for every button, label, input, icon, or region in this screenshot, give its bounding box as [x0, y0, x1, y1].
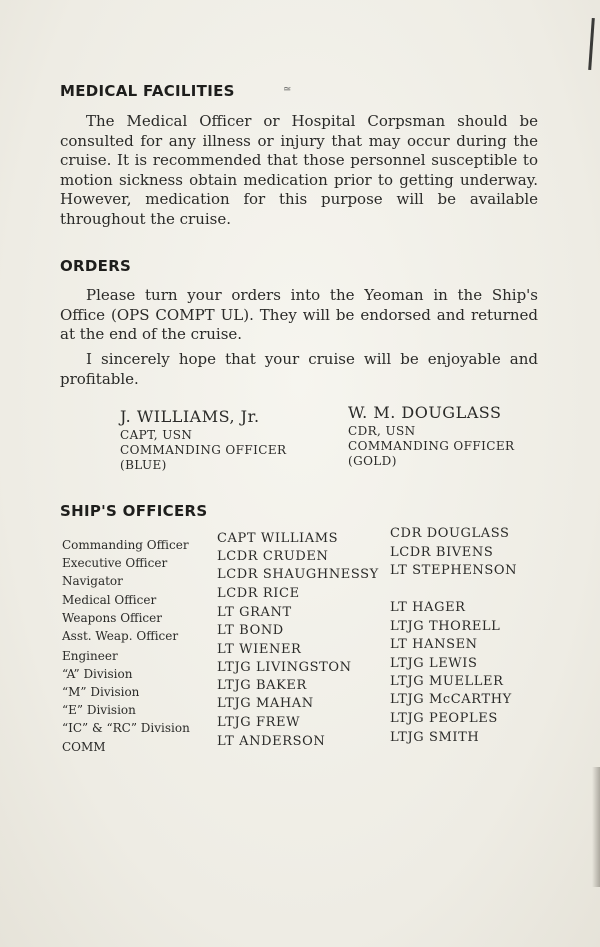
- officer-role: Weapons Officer: [62, 611, 162, 625]
- ink-scribble: ≃: [283, 84, 292, 95]
- officer-gold: LT HANSEN: [390, 637, 478, 652]
- officer-role: COMM: [62, 740, 106, 754]
- officer-role: “A” Division: [62, 667, 133, 681]
- officer-gold: LT HAGER: [390, 600, 466, 615]
- medical-heading: MEDICAL FACILITIES: [60, 82, 235, 100]
- officer-gold: LTJG McCARTHY: [390, 692, 512, 707]
- officer-blue: LT WIENER: [217, 642, 302, 657]
- officer-blue: LTJG FREW: [217, 715, 301, 730]
- officer-role: “M” Division: [62, 685, 140, 699]
- officer-blue: LTJG MAHAN: [217, 696, 314, 711]
- officer-role: “E” Division: [62, 703, 136, 717]
- signature-title: COMMANDING OFFICER: [120, 443, 287, 457]
- signature-gold: [348, 402, 514, 469]
- signature-rank: CAPT, USN: [120, 428, 193, 442]
- officer-role: Navigator: [62, 574, 123, 588]
- pen-mark: [588, 18, 595, 70]
- officer-role: Executive Officer: [62, 556, 168, 570]
- officer-gold: LTJG PEOPLES: [390, 711, 498, 726]
- signature-name: J. WILLIAMS, Jr.: [120, 407, 260, 426]
- officer-blue: LCDR CRUDEN: [217, 549, 329, 564]
- signature-crew: (GOLD): [348, 454, 397, 468]
- officer-blue: LT GRANT: [217, 605, 292, 620]
- officer-gold: LTJG MUELLER: [390, 674, 504, 689]
- officer-role: Medical Officer: [62, 593, 157, 607]
- officer-gold: CDR DOUGLASS: [390, 526, 510, 541]
- officer-gold: LT STEPHENSON: [390, 563, 518, 578]
- signature-crew: (BLUE): [120, 458, 167, 472]
- officer-gold: LTJG LEWIS: [390, 656, 478, 671]
- orders-heading: ORDERS: [60, 257, 132, 275]
- officer-blue: CAPT WILLIAMS: [217, 531, 339, 546]
- officer-blue: LTJG LIVINGSTON: [217, 660, 352, 675]
- officer-gold: LTJG SMITH: [390, 730, 480, 745]
- signature-name: W. M. DOUGLASS: [348, 403, 502, 422]
- orders-paragraph: Please turn your orders into the Yeoman in the Ship's Office (OPS COMPT UL). They will be endorsed and returned at the end of the cruise.: [60, 286, 538, 344]
- officer-blue: LCDR SHAUGHNESSY: [217, 567, 379, 582]
- officer-blue: LT BOND: [217, 623, 284, 638]
- medical-paragraph: The Medical Officer or Hospital Corpsman should be consulted for any illness or injury that may occur during the cruise. It is recommended that those personnel susceptible to motion sickness obtain medication prior to getting underway. However, medication for this purpose will be available throughout the cruise.: [60, 112, 538, 228]
- officer-blue: LT ANDERSON: [217, 734, 326, 749]
- officer-gold: LTJG THORELL: [390, 619, 501, 634]
- officer-blue: LTJG BAKER: [217, 678, 307, 693]
- page-edge-shadow: [592, 767, 600, 887]
- officer-role: “IC” & “RC” Division: [62, 721, 190, 735]
- signature-rank: CDR, USN: [348, 424, 416, 438]
- officer-role: Commanding Officer: [62, 538, 189, 552]
- officer-blue: LCDR RICE: [217, 586, 300, 601]
- officer-role: Asst. Weap. Officer: [62, 629, 179, 643]
- closing-paragraph: I sincerely hope that your cruise will be enjoyable and profitable.: [60, 350, 538, 388]
- signature-blue: [120, 406, 286, 473]
- officer-gold: LCDR BIVENS: [390, 545, 494, 560]
- signature-title: COMMANDING OFFICER: [348, 439, 515, 453]
- officer-role: Engineer: [62, 649, 118, 663]
- officers-heading: SHIP'S OFFICERS: [60, 502, 208, 520]
